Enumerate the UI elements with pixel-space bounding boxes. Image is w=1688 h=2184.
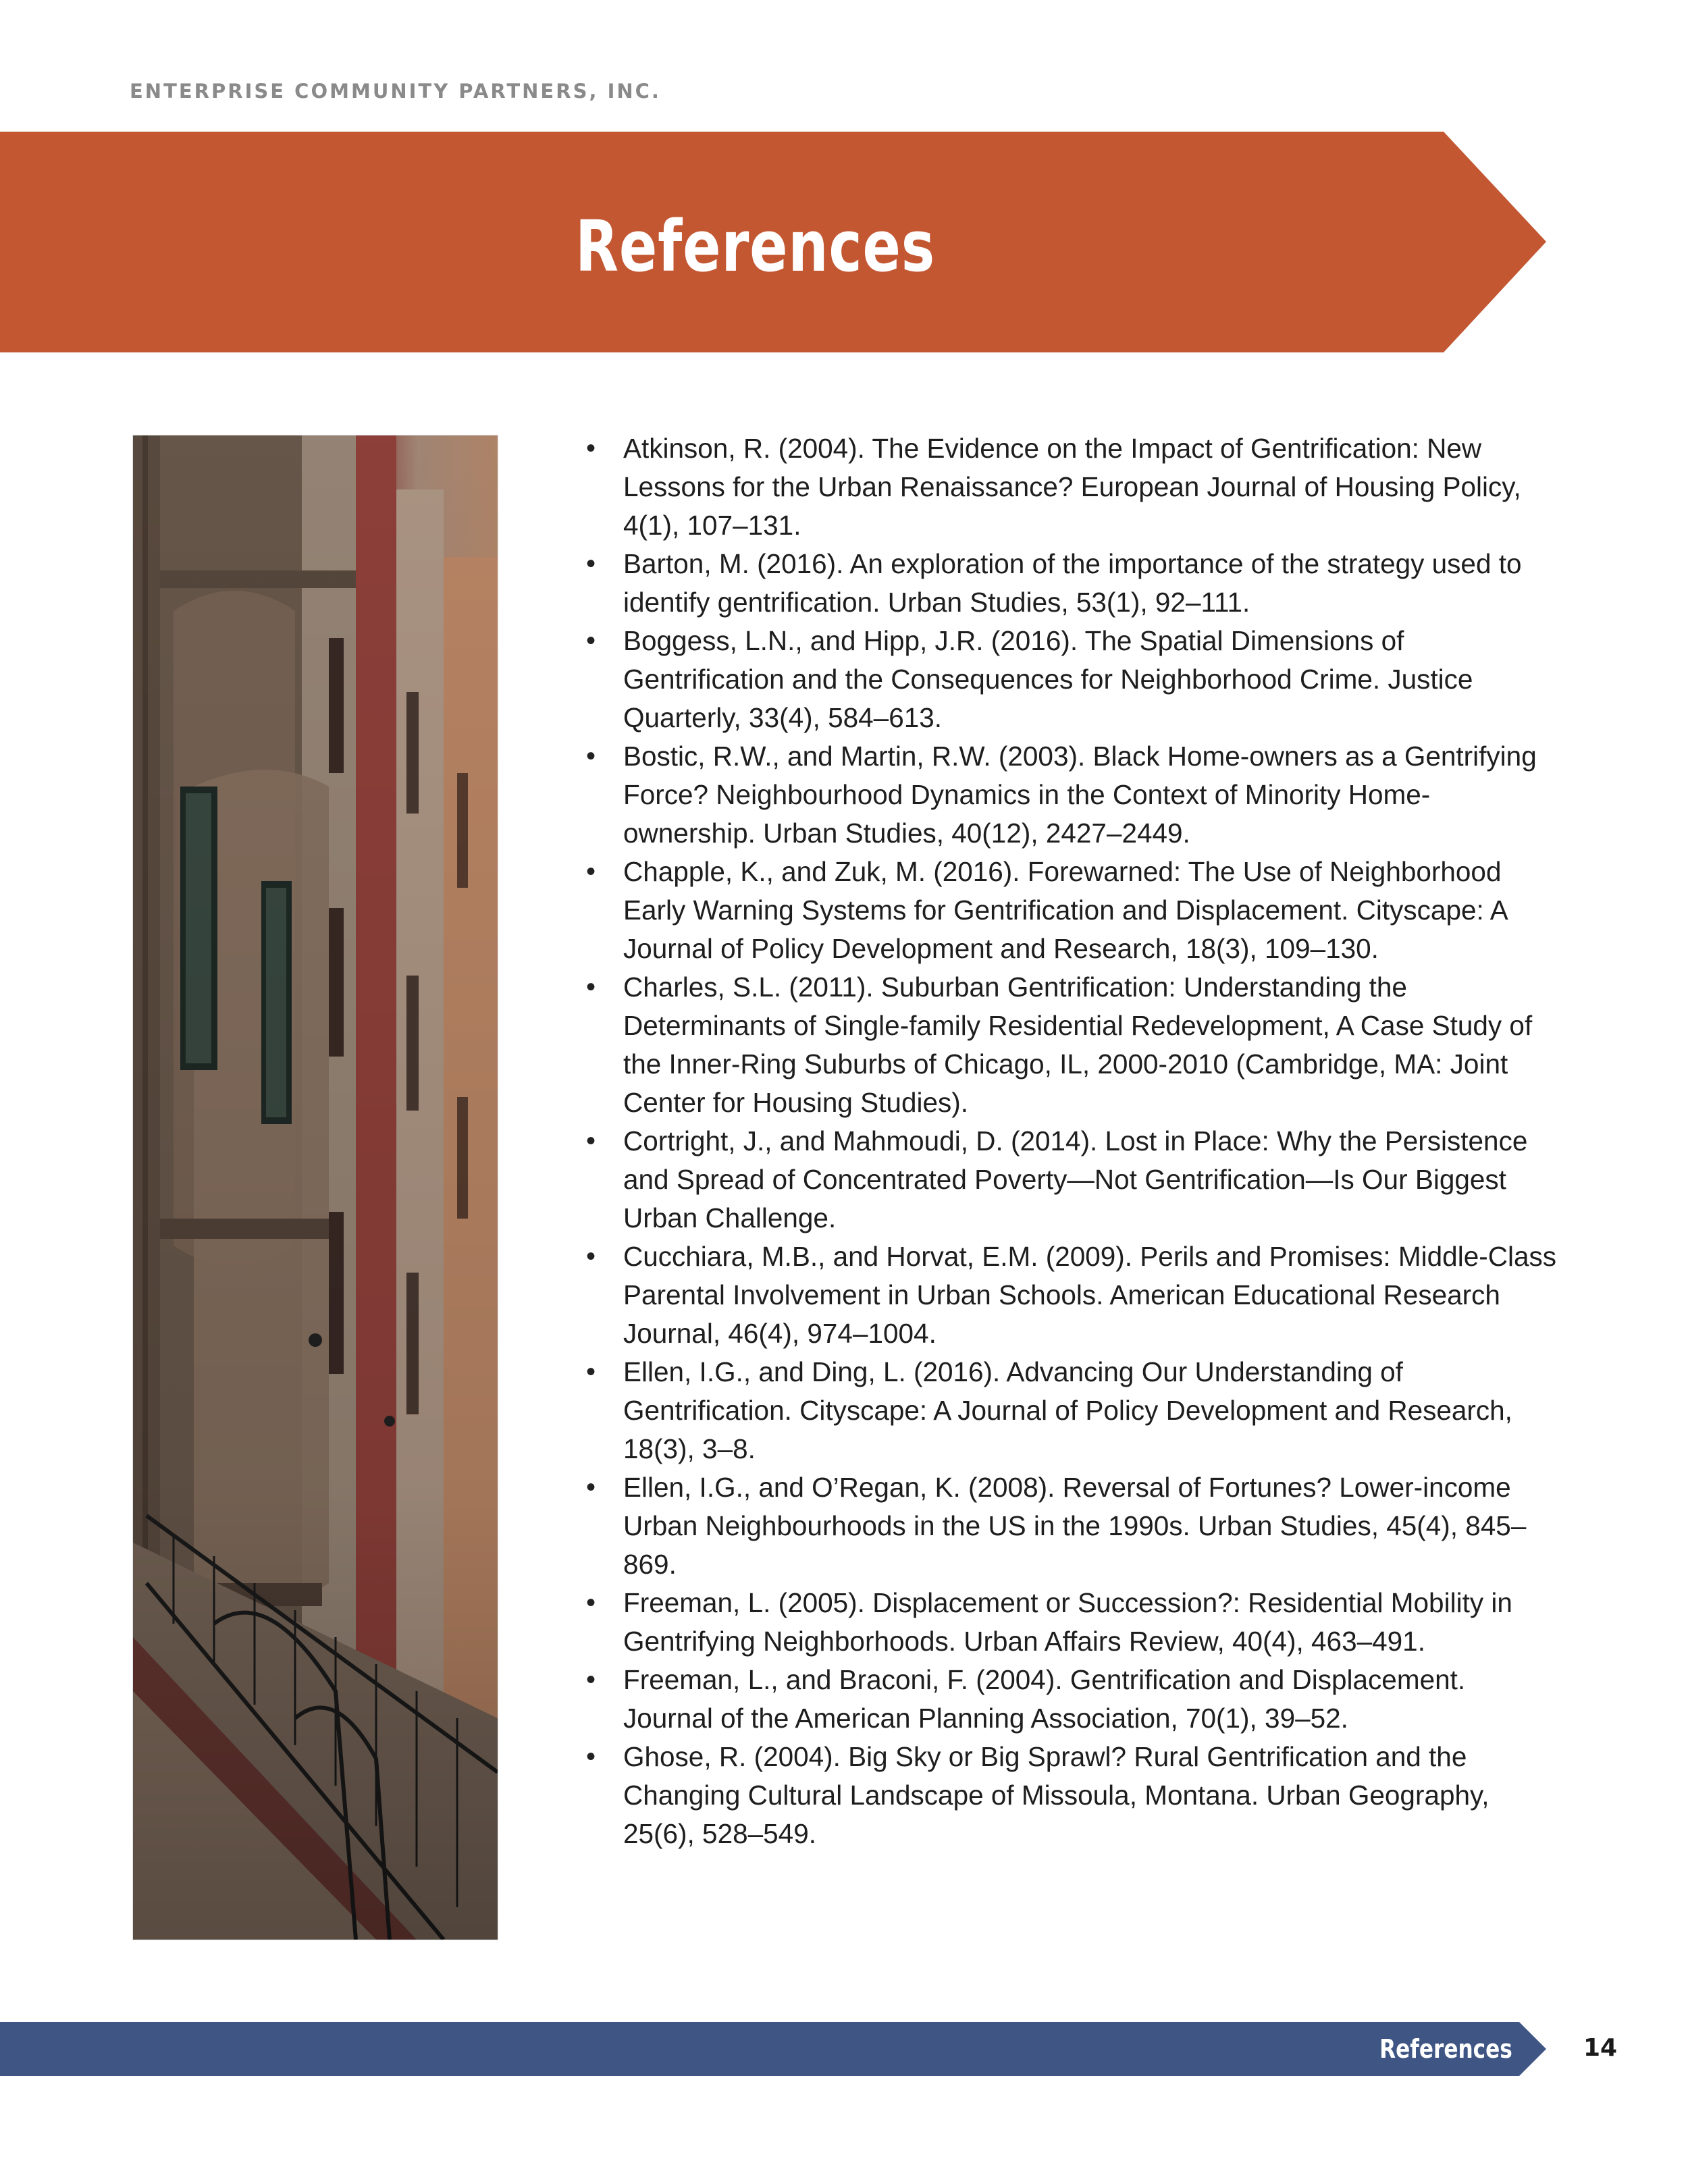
reference-item: • Chapple, K., and Zuk, M. (2016). Forewarned: The Use of Neighborhood Early Warning Systems for Gentrification and Displacement. Cityscape: A Journal of Policy Development and Research, 18(3), 109–130.	[586, 853, 1558, 968]
reference-item: • Freeman, L., and Braconi, F. (2004). Gentrification and Displacement. Journal of the American Planning Association, 70(1), 39–52.	[586, 1661, 1558, 1738]
reference-item: • Ellen, I.G., and Ding, L. (2016). Advancing Our Understanding of Gentrification. Cityscape: A Journal of Policy Development and Research, 18(3), 3–8.	[586, 1353, 1558, 1468]
footer-section-label: References	[1379, 2034, 1512, 2064]
brownstone-photo	[132, 435, 498, 1940]
page-number: 14	[1583, 2034, 1618, 2062]
page-title: References	[575, 205, 936, 288]
reference-item: • Cortright, J., and Mahmoudi, D. (2014). Lost in Place: Why the Persistence and Spread of Concentrated Poverty—Not Gentrification—Is Our Biggest Urban Challenge.	[586, 1122, 1558, 1237]
org-header: ENTERPRISE COMMUNITY PARTNERS, INC.	[130, 80, 661, 103]
reference-item: • Cucchiara, M.B., and Horvat, E.M. (2009). Perils and Promises: Middle-Class Parental Involvement in Urban Schools. American Educational Research Journal, 46(4), 974–1004.	[586, 1237, 1558, 1353]
reference-item: • Freeman, L. (2005). Displacement or Succession?: Residential Mobility in Gentrifying Neighborhoods. Urban Affairs Review, 40(4), 463–491.	[586, 1584, 1558, 1661]
reference-item: • Charles, S.L. (2011). Suburban Gentrification: Understanding the Determinants of Single-family Residential Redevelopment, A Case Study of the Inner-Ring Suburbs of Chicago, IL, 2000-2010 (Cambridge, MA: Joint Center for Housing Studies).	[586, 968, 1558, 1122]
reference-item: • Boggess, L.N., and Hipp, J.R. (2016). The Spatial Dimensions of Gentrification and the Consequences for Neighborhood Crime. Justice Quarterly, 33(4), 584–613.	[586, 622, 1558, 737]
footer-bar	[0, 2022, 1546, 2076]
reference-list	[586, 429, 1558, 1853]
reference-item: • Ghose, R. (2004). Big Sky or Big Sprawl? Rural Gentrification and the Changing Cultural Landscape of Missoula, Montana. Urban Geography, 25(6), 528–549.	[586, 1738, 1558, 1853]
reference-item: • Ellen, I.G., and O’Regan, K. (2008). Reversal of Fortunes? Lower-income Urban Neighbourhoods in the US in the 1990s. Urban Studies, 45(4), 845–869.	[586, 1468, 1558, 1584]
reference-item: • Bostic, R.W., and Martin, R.W. (2003). Black Home-owners as a Gentrifying Force? Neighbourhood Dynamics in the Context of Minority Home-ownership. Urban Studies, 40(12), 2427–2449.	[586, 737, 1558, 853]
reference-item: • Barton, M. (2016). An exploration of the importance of the strategy used to identify gentrification. Urban Studies, 53(1), 92–111.	[586, 545, 1558, 622]
reference-item: • Atkinson, R. (2004). The Evidence on the Impact of Gentrification: New Lessons for the Urban Renaissance? European Journal of Housing Policy, 4(1), 107–131.	[586, 429, 1558, 545]
